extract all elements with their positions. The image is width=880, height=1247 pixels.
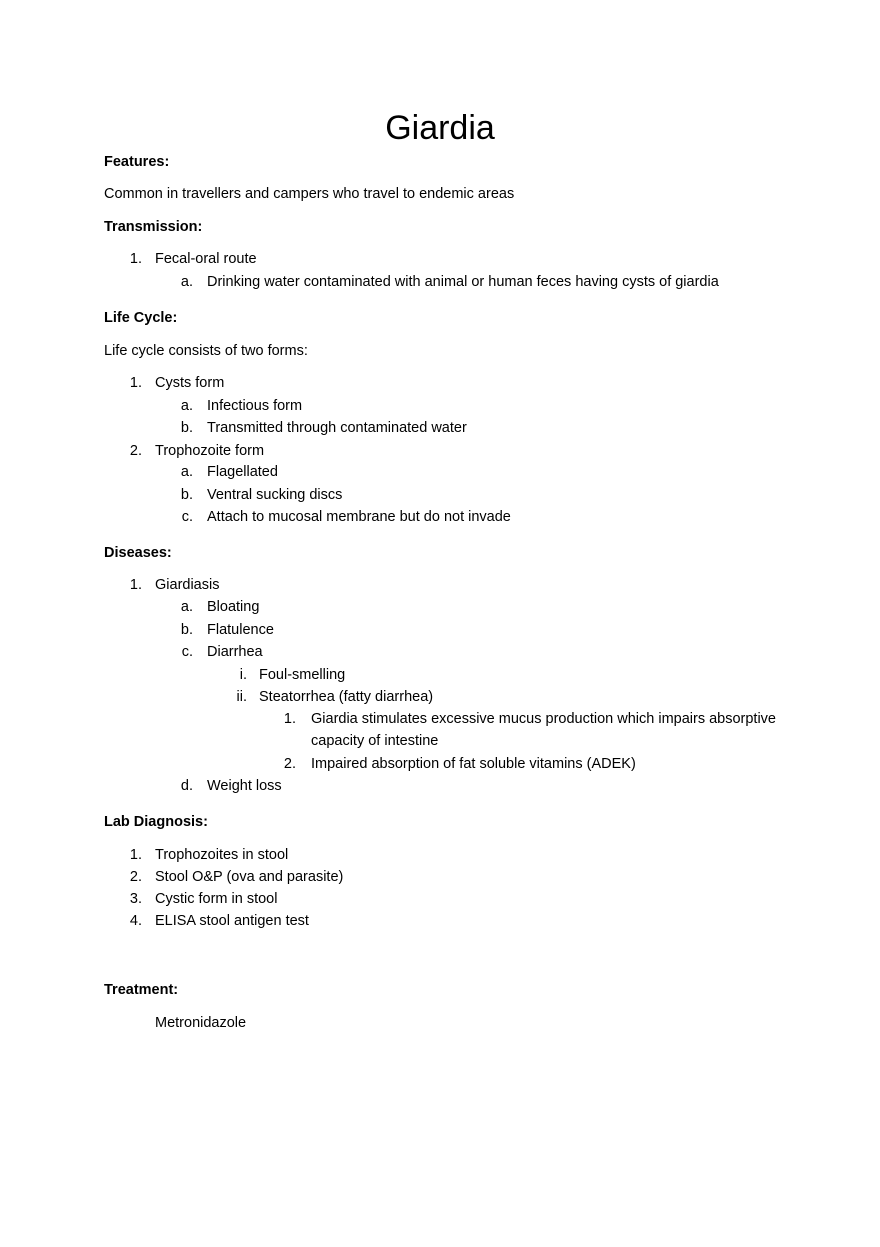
list-marker: 1.: [129, 251, 142, 267]
lab-diagnosis-heading: Lab Diagnosis:: [104, 814, 208, 830]
list-marker: b.: [180, 420, 193, 436]
list-item: Diarrhea: [207, 644, 263, 660]
list-marker: b.: [180, 487, 193, 503]
list-item: Drinking water contaminated with animal or human feces having cysts of giardia: [207, 274, 719, 290]
list-marker: a.: [180, 464, 193, 480]
list-item: Impaired absorption of fat soluble vitamins (ADEK): [311, 756, 636, 772]
list-marker: a.: [180, 599, 193, 615]
list-marker: 2.: [283, 756, 296, 772]
list-marker: ii.: [236, 689, 247, 705]
list-item: Stool O&P (ova and parasite): [155, 869, 344, 885]
features-text: Common in travellers and campers who travel to endemic areas: [104, 186, 515, 202]
list-item: Bloating: [207, 599, 260, 615]
life-cycle-intro: Life cycle consists of two forms:: [104, 343, 308, 359]
list-item: Trophozoite form: [155, 443, 265, 459]
list-item: Transmitted through contaminated water: [207, 420, 467, 436]
list-item: Flagellated: [207, 464, 278, 480]
list-item: Giardia stimulates excessive mucus production which impairs absorptive: [311, 711, 776, 727]
list-item: Foul-smelling: [259, 667, 346, 683]
list-item-continuation: capacity of intestine: [311, 733, 439, 749]
list-item: ELISA stool antigen test: [155, 913, 309, 929]
list-marker: 3.: [129, 891, 142, 907]
list-item: Cystic form in stool: [155, 891, 278, 907]
treatment-text: Metronidazole: [155, 1015, 247, 1031]
list-item: Cysts form: [155, 375, 225, 391]
list-marker: 1.: [129, 847, 142, 863]
list-marker: c.: [181, 509, 193, 525]
list-item: Attach to mucosal membrane but do not invade: [207, 509, 511, 525]
treatment-heading: Treatment:: [104, 982, 179, 998]
list-marker: 2.: [129, 869, 142, 885]
list-marker: a.: [180, 398, 193, 414]
list-marker: i.: [239, 667, 247, 683]
list-marker: 2.: [129, 443, 142, 459]
list-item: Infectious form: [207, 398, 303, 414]
list-item: Steatorrhea (fatty diarrhea): [259, 689, 434, 705]
life-cycle-heading: Life Cycle:: [104, 310, 178, 326]
list-item: Trophozoites in stool: [155, 847, 289, 863]
list-marker: 1.: [283, 711, 296, 727]
list-marker: 1.: [129, 375, 142, 391]
features-heading: Features:: [104, 154, 170, 170]
page-title: Giardia: [385, 109, 495, 147]
list-marker: d.: [180, 778, 193, 794]
list-marker: 4.: [129, 913, 142, 929]
list-marker: b.: [180, 622, 193, 638]
list-item: Fecal-oral route: [155, 251, 257, 267]
list-item: Giardiasis: [155, 577, 220, 593]
list-marker: a.: [180, 274, 193, 290]
list-item: Weight loss: [207, 778, 282, 794]
diseases-heading: Diseases:: [104, 545, 172, 561]
transmission-heading: Transmission:: [104, 219, 203, 235]
list-marker: 1.: [129, 577, 142, 593]
list-marker: c.: [181, 644, 193, 660]
list-item: Flatulence: [207, 622, 274, 638]
list-item: Ventral sucking discs: [207, 487, 343, 503]
